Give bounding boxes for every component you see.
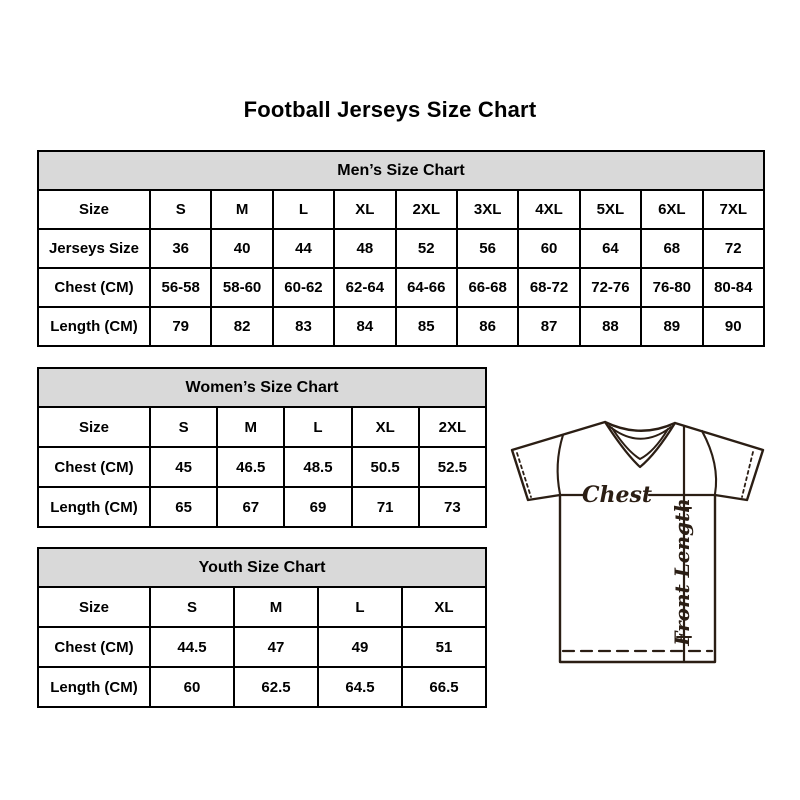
table-title: Men’s Size Chart xyxy=(38,151,764,190)
size-table xyxy=(37,150,765,347)
cell-value: 51 xyxy=(402,627,486,667)
table-row xyxy=(38,487,486,527)
cell-value: 60-62 xyxy=(273,268,334,307)
cell-value: 64.5 xyxy=(318,667,402,707)
left-armhole-seam xyxy=(558,435,563,494)
size-table xyxy=(37,367,487,528)
cell-value: 4XL xyxy=(518,190,579,229)
cell-value: M xyxy=(211,190,272,229)
table-row xyxy=(38,307,764,346)
row-label: Jerseys Size xyxy=(38,229,150,268)
front-length-measure-label: Front Length xyxy=(670,498,694,646)
cell-value: M xyxy=(234,587,318,627)
cell-value: 7XL xyxy=(703,190,764,229)
cell-value: L xyxy=(318,587,402,627)
cell-value: 66-68 xyxy=(457,268,518,307)
table-row xyxy=(38,667,486,707)
cell-value: 68-72 xyxy=(518,268,579,307)
cell-value: S xyxy=(150,190,211,229)
table-row xyxy=(38,587,486,627)
cell-value: 79 xyxy=(150,307,211,346)
cell-value: 87 xyxy=(518,307,579,346)
cell-value: 58-60 xyxy=(211,268,272,307)
table-title-row xyxy=(38,548,486,587)
cell-value: 47 xyxy=(234,627,318,667)
cell-value: 49 xyxy=(318,627,402,667)
cell-value: 76-80 xyxy=(641,268,702,307)
table-row xyxy=(38,190,764,229)
cell-value: 46.5 xyxy=(217,447,284,487)
cell-value: 48 xyxy=(334,229,395,268)
cell-value: 66.5 xyxy=(402,667,486,707)
cell-value: 56-58 xyxy=(150,268,211,307)
cell-value: 86 xyxy=(457,307,518,346)
cell-value: 45 xyxy=(150,447,217,487)
cell-value: 73 xyxy=(419,487,486,527)
cell-value: 50.5 xyxy=(352,447,419,487)
cell-value: 69 xyxy=(284,487,351,527)
cell-value: 72 xyxy=(703,229,764,268)
cell-value: 83 xyxy=(273,307,334,346)
row-label: Chest (CM) xyxy=(38,447,150,487)
chest-measure-label: Chest xyxy=(581,482,653,508)
jersey-measurement-diagram xyxy=(500,398,770,670)
cell-value: 44.5 xyxy=(150,627,234,667)
table-row xyxy=(38,627,486,667)
cell-value: 64-66 xyxy=(396,268,457,307)
cell-value: S xyxy=(150,587,234,627)
collar-outer-v xyxy=(605,422,675,467)
cell-value: 62-64 xyxy=(334,268,395,307)
cell-value: 85 xyxy=(396,307,457,346)
cell-value: 52 xyxy=(396,229,457,268)
cell-value: 52.5 xyxy=(419,447,486,487)
size-table xyxy=(37,547,487,708)
cell-value: 89 xyxy=(641,307,702,346)
right-armhole-seam xyxy=(702,431,716,494)
cell-value: 56 xyxy=(457,229,518,268)
cell-value: 88 xyxy=(580,307,641,346)
cell-value: 40 xyxy=(211,229,272,268)
cell-value: 60 xyxy=(150,667,234,707)
row-label: Length (CM) xyxy=(38,307,150,346)
row-label: Size xyxy=(38,190,150,229)
cell-value: 48.5 xyxy=(284,447,351,487)
page-title: Football Jerseys Size Chart xyxy=(243,97,537,122)
cell-value: 84 xyxy=(334,307,395,346)
row-label: Chest (CM) xyxy=(38,268,150,307)
row-label: Size xyxy=(38,587,150,627)
cell-value: 36 xyxy=(150,229,211,268)
cell-value: 60 xyxy=(518,229,579,268)
cell-value: L xyxy=(284,407,351,447)
cell-value: 67 xyxy=(217,487,284,527)
cell-value: 6XL xyxy=(641,190,702,229)
row-label: Length (CM) xyxy=(38,487,150,527)
table-title-row xyxy=(38,368,486,407)
cell-value: 90 xyxy=(703,307,764,346)
cell-value: 80-84 xyxy=(703,268,764,307)
row-label: Chest (CM) xyxy=(38,627,150,667)
table-title: Youth Size Chart xyxy=(38,548,486,587)
table-row xyxy=(38,407,486,447)
table-title-row xyxy=(38,151,764,190)
cell-value: XL xyxy=(334,190,395,229)
cell-value: L xyxy=(273,190,334,229)
cell-value: XL xyxy=(352,407,419,447)
mens-size-table xyxy=(37,150,765,347)
cell-value: XL xyxy=(402,587,486,627)
cell-value: 44 xyxy=(273,229,334,268)
cell-value: S xyxy=(150,407,217,447)
cell-value: 82 xyxy=(211,307,272,346)
youth-size-table xyxy=(37,547,487,708)
cell-value: 5XL xyxy=(580,190,641,229)
womens-size-table xyxy=(37,367,487,528)
cell-value: 72-76 xyxy=(580,268,641,307)
row-label: Length (CM) xyxy=(38,667,150,707)
cell-value: 2XL xyxy=(419,407,486,447)
table-row xyxy=(38,447,486,487)
cell-value: 71 xyxy=(352,487,419,527)
cell-value: 68 xyxy=(641,229,702,268)
table-row xyxy=(38,229,764,268)
table-title: Women’s Size Chart xyxy=(38,368,486,407)
cell-value: 3XL xyxy=(457,190,518,229)
cell-value: 64 xyxy=(580,229,641,268)
cell-value: 2XL xyxy=(396,190,457,229)
cell-value: M xyxy=(217,407,284,447)
row-label: Size xyxy=(38,407,150,447)
table-row xyxy=(38,268,764,307)
cell-value: 65 xyxy=(150,487,217,527)
cell-value: 62.5 xyxy=(234,667,318,707)
